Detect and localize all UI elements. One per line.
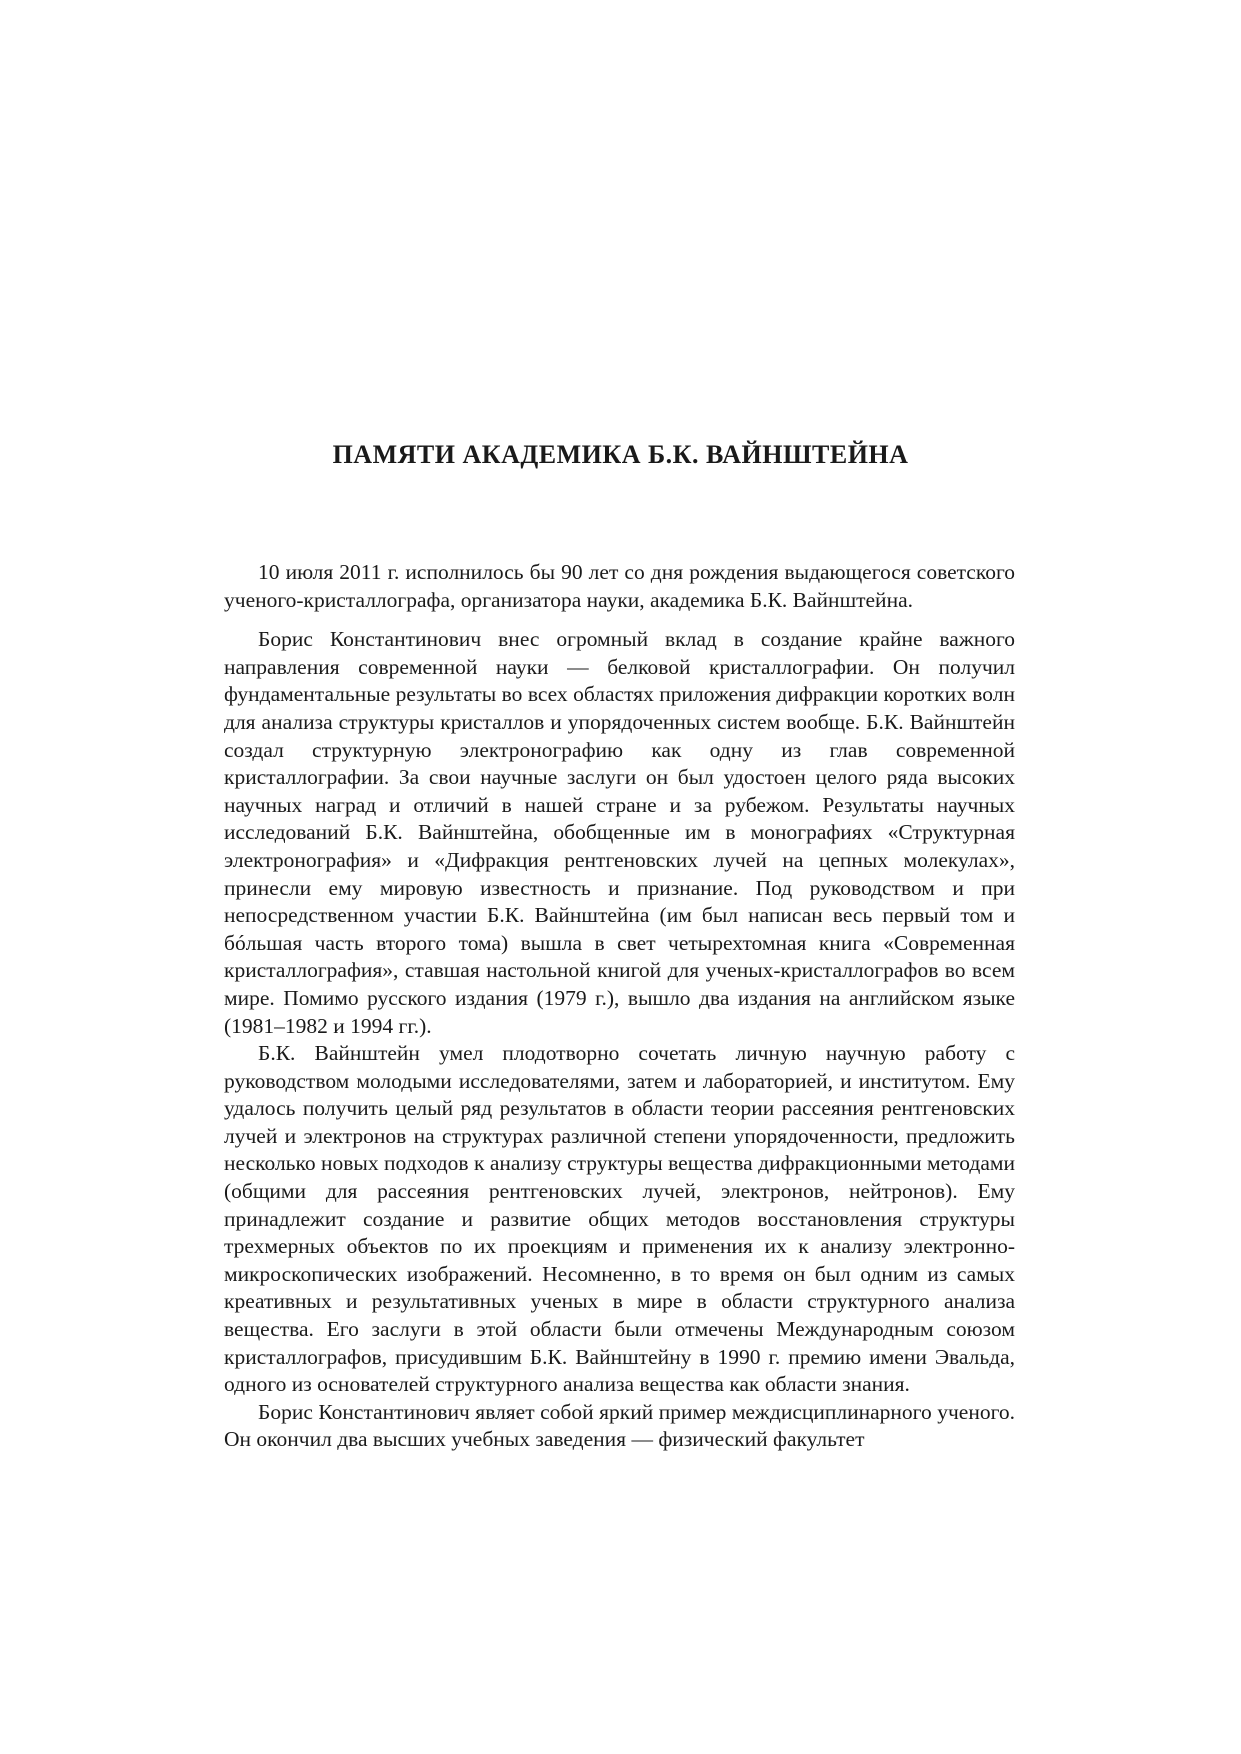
page-title: ПАМЯТИ АКАДЕМИКА Б.К. ВАЙНШТЕЙНА bbox=[332, 440, 909, 469]
paragraph-contributions: Борис Константинович внес огромный вклад в создание крайне важного направления современной науки — белковой кристаллографии. Он получил фундаментальные результаты во всех областях приложения дифракции коротких волн для анализа структуры кристаллов и упорядоченных систем вообще. Б.К. Вайнштейн создал структурную электронографию как одну из глав современной кристаллографии. За свои научные заслуги он был удостоен целого ряда высоких научных наград и отличий в нашей стране и за рубежом. Результаты научных исследований Б.К. Вайнштейна, обобщенные им в монографиях «Структурная электронография» и «Дифракция рентгеновских лучей на цепных молекулах», принесли ему мировую известность и признание. Под руководством и при непосредственном участии Б.К. Вайнштейна (им был написан весь первый том и бóльшая часть второго тома) вышла в свет четырехтомная книга «Современная кристаллография», ставшая настольной книгой для ученых-кристаллографов во всем мире. Помимо русского издания (1979 г.), вышло два издания на английском языке (1981–1982 и 1994 гг.). bbox=[224, 627, 1015, 1038]
article-body bbox=[224, 559, 1015, 1454]
paragraph-leadership: Б.К. Вайнштейн умел плодотворно сочетать личную научную работу с руководством молодыми исследователями, затем и лабораторией, и институтом. Ему удалось получить целый ряд результатов в области теории рассеяния рентгеновских лучей и электронов на структурах различной степени упорядоченности, предложить несколько новых подходов к анализу структуры вещества дифракционными методами (общими для рассеяния рентгеновских лучей, электронов, нейтронов). Ему принадлежит создание и развитие общих методов восстановления структуры трехмерных объектов по их проекциям и применения их к анализу электронно-микроскопических изображений. Несомненно, в то время он был одним из самых креативных и результативных ученых в мире в области структурного анализа вещества. Его заслуги в этой области были отмечены Международным союзом кристаллографов, присудившим Б.К. Вайнштейну в 1990 г. премию имени Эвальда, одного из основателей структурного анализа вещества как области знания. bbox=[224, 1041, 1015, 1397]
paragraph-interdisciplinary: Борис Константинович являет собой яркий пример междисциплинарного ученого. Он окончил два высших учебных заведения — физический факультет bbox=[224, 1399, 1015, 1452]
paragraph-intro: 10 июля 2011 г. исполнилось бы 90 лет со дня рождения выдающегося советского ученого-кристаллографа, организатора науки, академика Б.К. Вайнштейна. bbox=[224, 560, 1015, 612]
